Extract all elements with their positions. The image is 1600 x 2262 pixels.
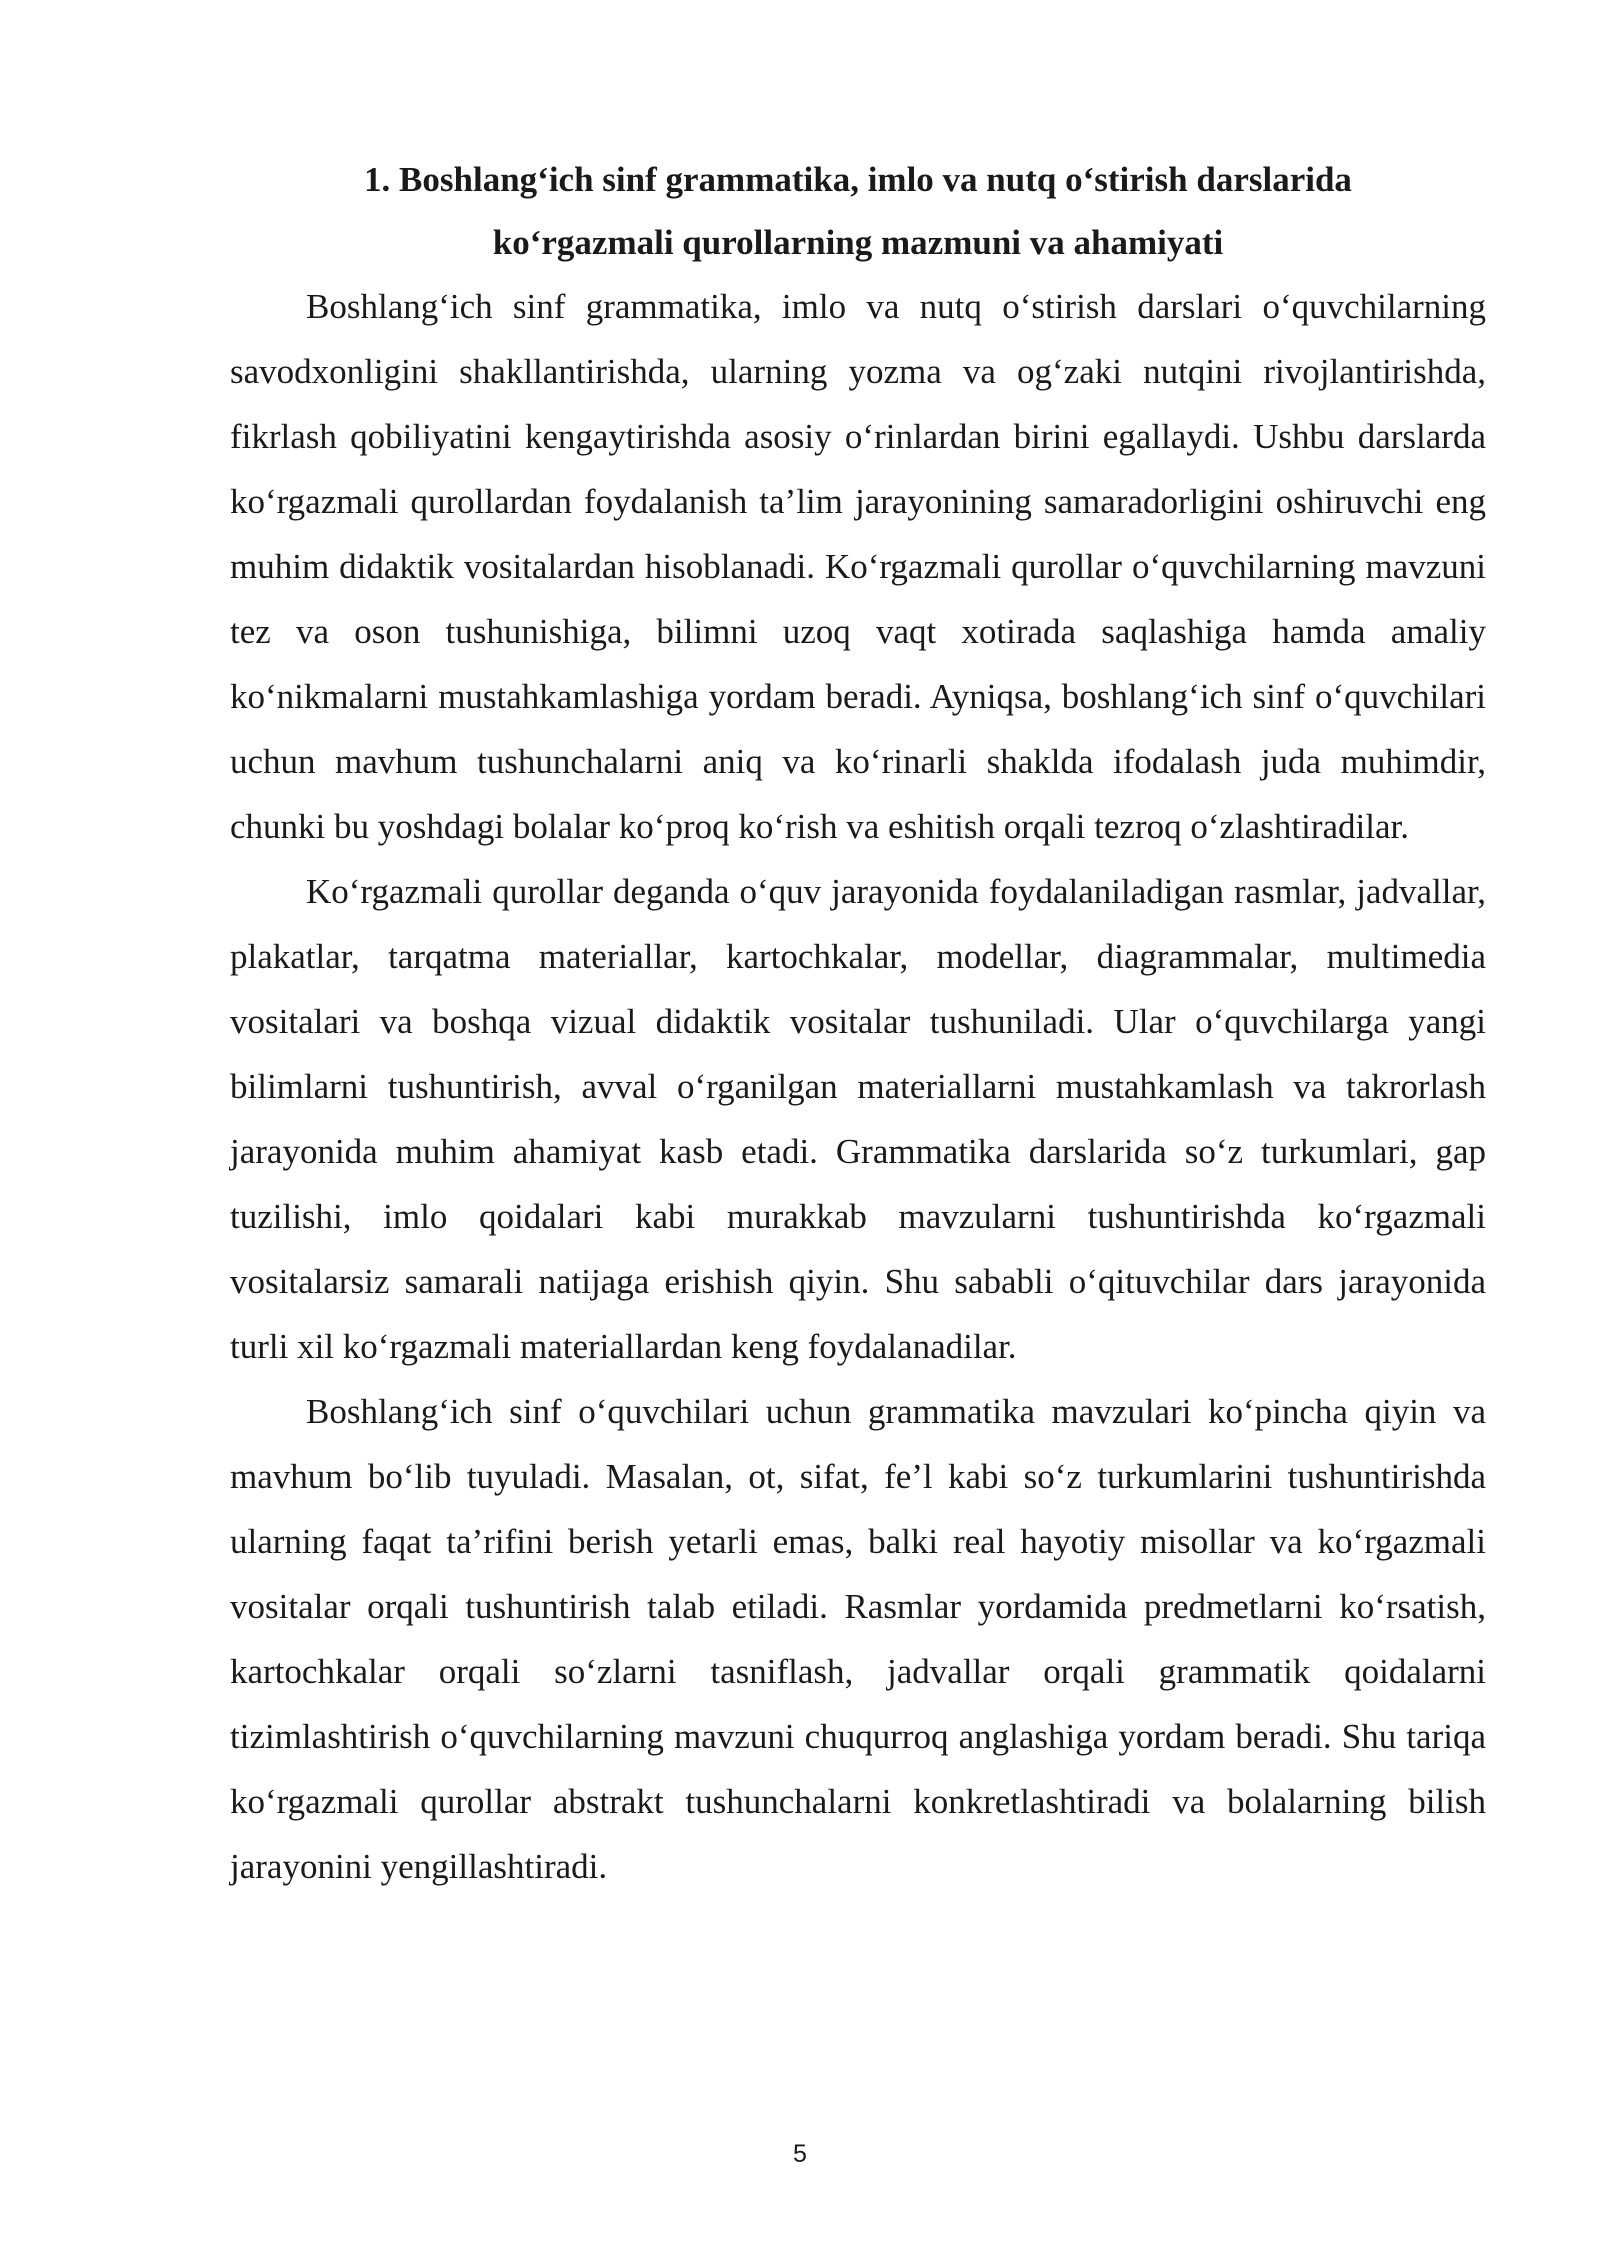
page-number: 5 (793, 2140, 807, 2168)
heading-line-1: 1. Boshlang‘ich sinf grammatika, imlo va nutq o‘stirish darslarida (364, 160, 1352, 199)
page-content (230, 148, 1486, 1899)
paragraph-1: Boshlang‘ich sinf grammatika, imlo va nutq o‘stirish darslari o‘quvchilarning savodxonligini shakllantirishda, ularning yozma va og‘zaki nutqini rivojlantirishda, fikrlash qobiliyatini kengaytirishda asosiy o‘rinlardan birini egallaydi. Ushbu darslarda ko‘rgazmali qurollardan foydalanish ta’lim jarayonining samaradorligini oshiruvchi eng muhim didaktik vositalardan hisoblanadi. Ko‘rgazmali qurollar o‘quvchilarning mavzuni tez va oson tushunishiga, bilimni uzoq vaqt xotirada saqlashiga hamda amaliy ko‘nikmalarni mustahkamlashiga yordam beradi. Ayniqsa, boshlang‘ich sinf o‘quvchilari uchun mavhum tushunchalarni aniq va ko‘rinarli shaklda ifodalash juda muhimdir, chunki bu yoshdagi bolalar ko‘proq ko‘rish va eshitish orqali tezroq o‘zlashtiradilar. (230, 287, 1486, 846)
paragraph-3: Boshlang‘ich sinf o‘quvchilari uchun grammatika mavzulari ko‘pincha qiyin va mavhum bo‘lib tuyuladi. Masalan, ot, sifat, fe’l kabi so‘z turkumlarini tushuntirishda ularning faqat ta’rifini berish yetarli emas, balki real hayotiy misollar va ko‘rgazmali vositalar orqali tushuntirish talab etiladi. Rasmlar yordamida predmetlarni ko‘rsatish, kartochkalar orqali so‘zlarni tasniflash, jadvallar orqali grammatik qoidalarni tizimlashtirish o‘quvchilarning mavzuni chuqurroq anglashiga yordam beradi. Shu tariqa ko‘rgazmali qurollar abstrakt tushunchalarni konkretlashtiradi va bolalarning bilish jarayonini yengillashtiradi. (230, 1392, 1486, 1886)
heading-line-2: ko‘rgazmali qurollarning mazmuni va ahamiyati (492, 223, 1224, 262)
section-heading (230, 148, 1486, 274)
paragraph-2: Ko‘rgazmali qurollar deganda o‘quv jarayonida foydalaniladigan rasmlar, jadvallar, plakatlar, tarqatma materiallar, kartochkalar, modellar, diagrammalar, multimedia vositalari va boshqa vizual didaktik vositalar tushuniladi. Ular o‘quvchilarga yangi bilimlarni tushuntirish, avval o‘rganilgan materiallarni mustahkamlash va takrorlash jarayonida muhim ahamiyat kasb etadi. Grammatika darslarida so‘z turkumlari, gap tuzilishi, imlo qoidalari kabi murakkab mavzularni tushuntirishda ko‘rgazmali vositalarsiz samarali natijaga erishish qiyin. Shu sababli o‘qituvchilar dars jarayonida turli xil ko‘rgazmali materiallardan keng foydalanadilar. (230, 872, 1486, 1366)
